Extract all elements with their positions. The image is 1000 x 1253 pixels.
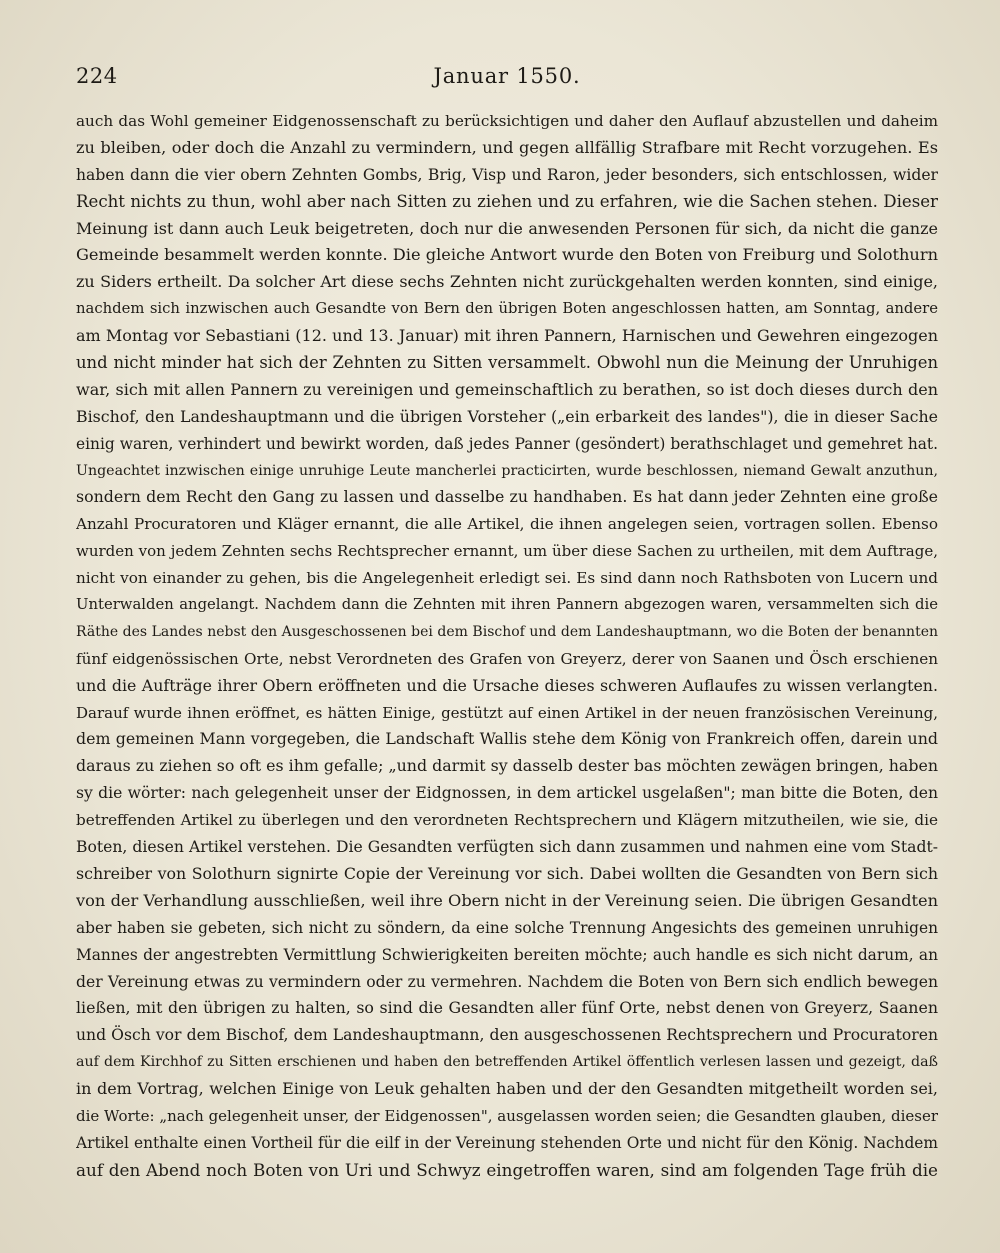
text-line: Unterwalden angelangt. Nachdem dann die Zehnten mit ihren Pannern abgezogen waren, versammelten sich die	[76, 596, 938, 614]
text-line: schreiber von Solothurn signirte Copie der Vereinung vor sich. Dabei wollten die Gesandten von Bern sich	[76, 863, 938, 883]
text-line: am Montag vor Sebastiani (12. und 13. Januar) mit ihren Pannern, Harnischen und Gewehren eingezogen	[76, 326, 938, 346]
text-line: und die Aufträge ihrer Obern eröffneten und die Ursache dieses schweren Auflaufes zu wissen verlangten.	[76, 675, 938, 695]
body-text	[76, 108, 938, 1184]
page-header	[76, 64, 938, 100]
running-head: Januar 1550.	[433, 64, 581, 88]
text-line: Darauf wurde ihnen eröffnet, es hätten Einige, gestützt auf einen Artikel in der neuen französischen Vereinung,	[76, 703, 938, 722]
text-line: von der Verhandlung ausschließen, weil ihre Obern nicht in der Vereinung seien. Die übrigen Gesandten	[76, 890, 938, 910]
text-line: Boten, diesen Artikel verstehen. Die Gesandten verfügten sich dann zusammen und nahmen eine vom Stadt-	[76, 838, 938, 857]
text-line: Mannes der angestrebten Vermittlung Schwierigkeiten bereiten möchte; auch handle es sich nicht darum, an	[76, 945, 938, 964]
text-line: Bischof, den Landeshauptmann und die übrigen Vorsteher („ein erbarkeit des landes"), die in dieser Sache	[76, 406, 938, 426]
text-line: Recht nichts zu thun, wohl aber nach Sitten zu ziehen und zu erfahren, wie die Sachen stehen. Dieser	[76, 191, 938, 211]
text-line: Meinung ist dann auch Leuk beigetreten, doch nur die anwesenden Personen für sich, da nicht die ganze	[76, 218, 938, 238]
text-line: fünf eidgenössischen Orte, nebst Verordneten des Grafen von Greyerz, derer von Saanen und Ösch erschienen	[76, 649, 938, 668]
text-line: auch das Wohl gemeiner Eidgenossenschaft zu berücksichtigen und daher den Auflauf abzustellen und daheim	[76, 112, 938, 130]
text-line: zu bleiben, oder doch die Anzahl zu vermindern, und gegen allfällig Strafbare mit Recht vorzugehen. Es	[76, 137, 938, 157]
text-line: der Vereinung etwas zu vermindern oder zu vermehren. Nachdem die Boten von Bern sich endlich bewegen	[76, 972, 938, 991]
text-line: einig waren, verhindert und bewirkt worden, daß jedes Panner (gesöndert) berathschlaget und gemehret hat.	[76, 434, 938, 453]
text-line: in dem Vortrag, welchen Einige von Leuk gehalten haben und der den Gesandten mitgetheilt worden sei,	[76, 1079, 938, 1099]
text-line: nicht von einander zu gehen, bis die Angelegenheit erledigt sei. Es sind dann noch Rathsboten von Lucern und	[76, 569, 938, 588]
text-line: sy die wörter: nach gelegenheit unser der Eidgnossen, in dem artickel usgelaßen"; man bitte die Boten, den	[76, 784, 938, 803]
text-line: wurden von jedem Zehnten sechs Rechtsprecher ernannt, um über diese Sachen zu urtheilen, mit dem Auftrage,	[76, 542, 938, 561]
text-line: dem gemeinen Mann vorgegeben, die Landschaft Wallis stehe dem König von Frankreich offen, darein und	[76, 729, 938, 749]
text-line: und nicht minder hat sich der Zehnten zu Sitten versammelt. Obwohl nun die Meinung der Unruhigen	[76, 353, 938, 373]
text-line: Ungeachtet inzwischen einige unruhige Leute mancherlei practicirten, wurde beschlossen, niemand Gewalt anzuthun,	[76, 462, 938, 479]
text-line: Gemeinde besammelt werden konnte. Die gleiche Antwort wurde den Boten von Freiburg und Solothurn	[76, 245, 938, 265]
text-line: auf den Abend noch Boten von Uri und Schwyz eingetroffen waren, sind am folgenden Tage früh die	[76, 1159, 938, 1180]
text-line: Anzahl Procuratoren und Kläger ernannt, die alle Artikel, die ihnen angelegen seien, vortragen sollen. Ebenso	[76, 515, 938, 534]
text-line: ließen, mit den übrigen zu halten, so sind die Gesandten aller fünf Orte, nebst denen von Greyerz, Saanen	[76, 998, 938, 1018]
page-number: 224	[76, 64, 118, 88]
text-line: und Ösch vor dem Bischof, dem Landeshauptmann, den ausgeschossenen Rechtsprechern und Procuratoren	[76, 1026, 938, 1045]
text-line: nachdem sich inzwischen auch Gesandte von Bern den übrigen Boten angeschlossen hatten, am Sonntag, andere	[76, 300, 938, 318]
text-line: zu Siders ertheilt. Da solcher Art diese sechs Zehnten nicht zurückgehalten werden konnten, sind einige,	[76, 272, 938, 292]
text-line: aber haben sie gebeten, sich nicht zu söndern, da eine solche Trennung Angesichts des gemeinen unruhigen	[76, 918, 938, 937]
text-line: die Worte: „nach gelegenheit unser, der Eidgenossen", ausgelassen worden seien; die Gesandten glauben, dieser	[76, 1106, 938, 1125]
text-line: haben dann die vier obern Zehnten Gombs, Brig, Visp und Raron, jeder besonders, sich entschlossen, wider	[76, 165, 938, 184]
text-line: Räthe des Landes nebst den Ausgeschossenen bei dem Bischof und dem Landeshauptmann, wo die Boten der benannten	[76, 623, 938, 640]
text-line: war, sich mit allen Pannern zu vereinigen und gemeinschaftlich zu berathen, so ist doch dieses durch den	[76, 379, 938, 399]
text-line: auf dem Kirchhof zu Sitten erschienen und haben den betreffenden Artikel öffentlich verlesen lassen und gezeigt, daß	[76, 1054, 938, 1071]
text-line: Artikel enthalte einen Vortheil für die eilf in der Vereinung stehenden Orte und nicht für den König. Nachdem	[76, 1133, 938, 1152]
text-line: sondern dem Recht den Gang zu lassen und dasselbe zu handhaben. Es hat dann jeder Zehnten eine große	[76, 487, 938, 507]
text-line: daraus zu ziehen so oft es ihm gefalle; „und darmit sy dasselb dester bas möchten zewägen bringen, haben	[76, 756, 938, 776]
text-line: betreffenden Artikel zu überlegen und den verordneten Rechtsprechern und Klägern mitzutheilen, wie sie, die	[76, 811, 938, 830]
